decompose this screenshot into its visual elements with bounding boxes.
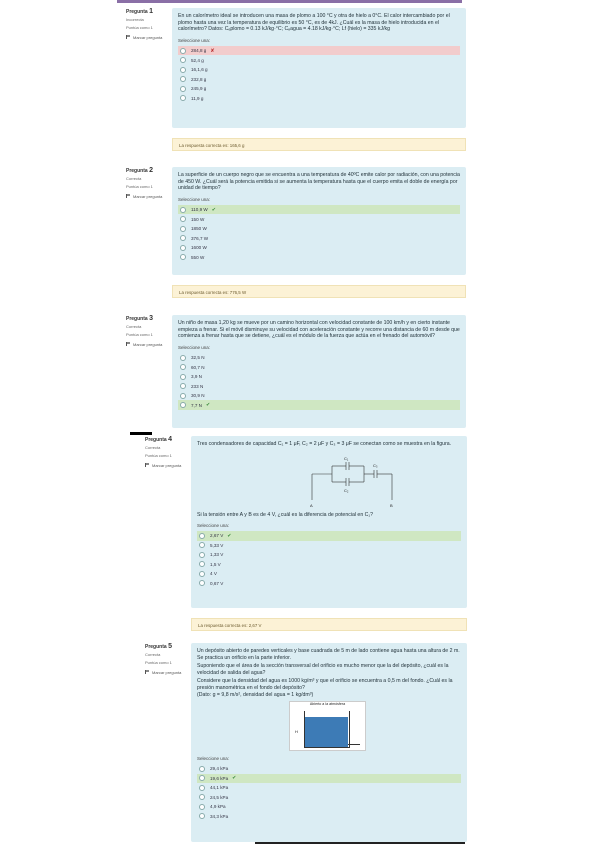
- question-status: Correcta: [145, 652, 161, 657]
- flag-question-link[interactable]: Marcar pregunta: [126, 342, 174, 347]
- answer-option[interactable]: 29,4 kPa: [197, 764, 461, 774]
- answer-option[interactable]: 376,7 W: [178, 233, 460, 243]
- correct-icon: ✔: [227, 532, 232, 539]
- flag-question-link[interactable]: Marcar pregunta: [145, 670, 193, 675]
- answer-option[interactable]: 60,7 N: [178, 362, 460, 372]
- question-text: Un niño de masa 1,20 kg se mueve por un camino horizontal con velocidad constante de 100 km/h y en cierto instante empieza a frenar. Si el móvil disminuye su velocidad con aceleración constante y recorre una distancia de 60 m desde que comienza a frenar hasta que se detiene, ¿cuál es el módulo de la fuerza que actúa en el frenado del automóvil?: [178, 320, 460, 340]
- question-number: Pregunta 5: [145, 643, 172, 650]
- answer-option[interactable]: 19,6 kPa ✔: [197, 774, 461, 784]
- screenshot-separator: [130, 432, 152, 435]
- radio-button[interactable]: [199, 580, 205, 586]
- answer-option[interactable]: 30,9 N: [178, 391, 460, 401]
- correct-answer-feedback: La respuesta correcta es: 165,6 g: [172, 138, 466, 151]
- question-text: Un depósito abierto de paredes verticales y base cuadrada de 5 m de lado contiene agua hasta una altura de 2 m. Se practica un orificio en la parte inferior.: [197, 648, 460, 661]
- capacitor-circuit-diagram: [302, 452, 402, 510]
- radio-button[interactable]: [180, 254, 186, 260]
- answer-option[interactable]: 110,9 W ✔: [178, 205, 460, 215]
- question-score: Puntúa como 1: [126, 24, 153, 30]
- question-info: [126, 315, 174, 347]
- select-label: Seleccione una:: [197, 523, 230, 529]
- question-score: Puntúa como 1: [126, 331, 153, 337]
- question-number: Pregunta 3: [126, 315, 153, 322]
- question-content: [191, 436, 467, 608]
- question-subtext: Si la tensión entre A y B es de 4 V, ¿cuál es la diferencia de potencial en C₁?: [197, 511, 374, 518]
- radio-button[interactable]: [180, 355, 186, 361]
- question-subtext: Suponiendo que el área de la sección transversal del orificio es mucho menor que la del depósito, ¿cuál es la velocidad de salida del agua?: [197, 663, 449, 676]
- answer-option[interactable]: 5,33 V: [197, 541, 461, 551]
- answer-option[interactable]: 1,33 V: [197, 550, 461, 560]
- question-text: En un calorímetro ideal se introducen una masa de plomo a 100 °C y otra de hielo a 0°C. El calor intercambiado por el plomo hasta una vez la temperatura de equilibrio es 50 °C, es de 4kJ. ¿Cuál es la masa de hielo introducida en el calorímetro? Datos: Cₑplomo = 0.13 kJ/kg·°C; Cₑagua = 4.18 kJ/kg·°C; Lf (hielo) = 335 kJ/kg: [178, 13, 450, 33]
- question-text: Tres condensadores de capacidad C₁ = 1 μF, C₂ = 2 μF y C₃ = 3 μF se conectan como se muestra en la figura.: [197, 441, 452, 447]
- correct-icon: ✔: [211, 206, 216, 213]
- question-content: [172, 315, 466, 428]
- question-number: Pregunta 4: [145, 436, 172, 443]
- radio-button[interactable]: [180, 57, 186, 63]
- answer-option[interactable]: 32,5 N: [178, 353, 460, 363]
- correct-icon: ✔: [205, 402, 211, 409]
- question-content: [172, 8, 466, 128]
- answer-option[interactable]: 44,1 kPa: [197, 783, 461, 793]
- question-info: [126, 167, 174, 199]
- answer-option[interactable]: 24,5 kPa: [197, 793, 461, 803]
- tank-diagram: [289, 701, 366, 751]
- radio-button[interactable]: [199, 785, 205, 791]
- radio-button[interactable]: [199, 775, 205, 781]
- answer-option[interactable]: 245,9 g: [178, 84, 460, 94]
- flag-icon: [145, 463, 150, 467]
- question-score: Puntúa como 1: [145, 452, 172, 458]
- question-number: Pregunta 1: [126, 8, 153, 15]
- bottom-bar: [255, 842, 465, 844]
- radio-button[interactable]: [199, 813, 205, 819]
- flag-icon: [126, 194, 131, 198]
- flag-question-link[interactable]: Marcar pregunta: [145, 463, 193, 468]
- radio-button[interactable]: [180, 216, 186, 222]
- incorrect-icon: ✘: [210, 47, 215, 54]
- question-status: Correcta: [145, 445, 161, 450]
- answer-option[interactable]: 7,7 N ✔: [178, 400, 460, 410]
- flag-icon: [126, 342, 131, 346]
- question-status: Correcta: [126, 324, 142, 329]
- c1-label: C₁: [344, 455, 349, 461]
- question-status: Incorrecta: [126, 17, 144, 22]
- select-label: Seleccione una:: [178, 37, 211, 43]
- water-fill: [305, 717, 348, 747]
- answer-option[interactable]: 52,4 g: [178, 55, 460, 65]
- terminal-b-label: B: [390, 502, 393, 508]
- flag-icon: [145, 670, 150, 674]
- radio-button[interactable]: [199, 533, 205, 539]
- correct-answer-feedback: La respuesta correcta es: 776,5 W: [172, 285, 466, 298]
- radio-button[interactable]: [180, 402, 186, 408]
- answer-option[interactable]: 4,9 kPa: [197, 802, 461, 812]
- question-text: La superficie de un cuerpo negro que se encuentra a una temperatura de 40ºC emite calor por radiación, con una potencia de 450 W. ¿Cuál será la potencia emitida si se aumenta la temperatura hasta que el cuerpo emita el doble de energía por unidad de tiempo?: [178, 172, 460, 192]
- radio-button[interactable]: [180, 76, 186, 82]
- flag-icon: [126, 35, 131, 39]
- radio-button[interactable]: [180, 393, 186, 399]
- correct-answer-feedback: La respuesta correcta es: 2,67 V: [191, 618, 467, 631]
- question-score: Puntúa como 1: [145, 659, 172, 665]
- radio-button[interactable]: [199, 561, 205, 567]
- terminal-a-label: A: [310, 502, 313, 508]
- question-content: [191, 643, 467, 842]
- answer-option[interactable]: 2,67 V ✔: [197, 531, 461, 541]
- question-info: [145, 643, 193, 675]
- radio-button[interactable]: [180, 383, 186, 389]
- question-info: [145, 436, 193, 468]
- c2-label: C₂: [344, 487, 349, 493]
- radio-button[interactable]: [180, 235, 186, 241]
- answer-option[interactable]: 232,8 g: [178, 74, 460, 84]
- answer-option[interactable]: 3,9 N: [178, 372, 460, 382]
- answer-option[interactable]: 34,3 kPa: [197, 812, 461, 822]
- answer-option[interactable]: 150 W: [178, 214, 460, 224]
- radio-button[interactable]: [180, 95, 186, 101]
- select-label: Seleccione una:: [178, 344, 211, 350]
- question-status: Correcta: [126, 176, 142, 181]
- question-content: [172, 167, 466, 275]
- radio-button[interactable]: [180, 48, 186, 54]
- answer-option[interactable]: 11,9 g: [178, 93, 460, 103]
- flag-question-link[interactable]: Marcar pregunta: [126, 35, 174, 40]
- answer-option[interactable]: 1,5 V: [197, 560, 461, 570]
- answer-option[interactable]: 1600 W: [178, 243, 460, 253]
- radio-button[interactable]: [199, 552, 205, 558]
- radio-button[interactable]: [199, 542, 205, 548]
- question-data-note: (Dato: g = 9,8 m/s², densidad del agua = 1 kg/dm³): [197, 691, 314, 698]
- height-label: H: [295, 729, 298, 735]
- radio-button[interactable]: [180, 207, 186, 213]
- correct-icon: ✔: [232, 775, 237, 782]
- flag-question-link[interactable]: Marcar pregunta: [126, 194, 174, 199]
- answer-option[interactable]: 0,67 V: [197, 579, 461, 589]
- select-label: Seleccione una:: [197, 756, 230, 762]
- radio-button[interactable]: [180, 374, 186, 380]
- question-subtext-2: Considere que la densidad del agua es 1000 kg/m³ y que el orificio se encuentra a 0,5 m del fondo. ¿Cuál es la presión manométrica en el fondo del depósito?: [197, 678, 453, 691]
- question-info: [126, 8, 174, 40]
- question-score: Puntúa como 1: [126, 183, 153, 189]
- radio-button[interactable]: [199, 766, 205, 772]
- top-bar: [117, 0, 462, 3]
- c3-label: C₃: [373, 462, 378, 468]
- question-number: Pregunta 2: [126, 167, 153, 174]
- outlet-pipe: [348, 744, 360, 745]
- radio-button[interactable]: [199, 794, 205, 800]
- answer-option[interactable]: 233 N: [178, 381, 460, 391]
- answer-option[interactable]: 4 V: [197, 569, 461, 579]
- radio-button[interactable]: [180, 226, 186, 232]
- radio-button[interactable]: [180, 67, 186, 73]
- answer-option[interactable]: 284,8 g ✘: [178, 46, 460, 56]
- diagram-title: Abierto a la atmósfera: [309, 702, 346, 707]
- answer-option[interactable]: 1850 W: [178, 224, 460, 234]
- radio-button[interactable]: [180, 86, 186, 92]
- radio-button[interactable]: [199, 571, 205, 577]
- radio-button[interactable]: [180, 245, 186, 251]
- answer-option[interactable]: 16,1,6 g: [178, 65, 460, 75]
- radio-button[interactable]: [199, 804, 205, 810]
- select-label: Seleccione una:: [178, 196, 211, 202]
- radio-button[interactable]: [180, 364, 186, 370]
- answer-option[interactable]: 550 W: [178, 252, 460, 262]
